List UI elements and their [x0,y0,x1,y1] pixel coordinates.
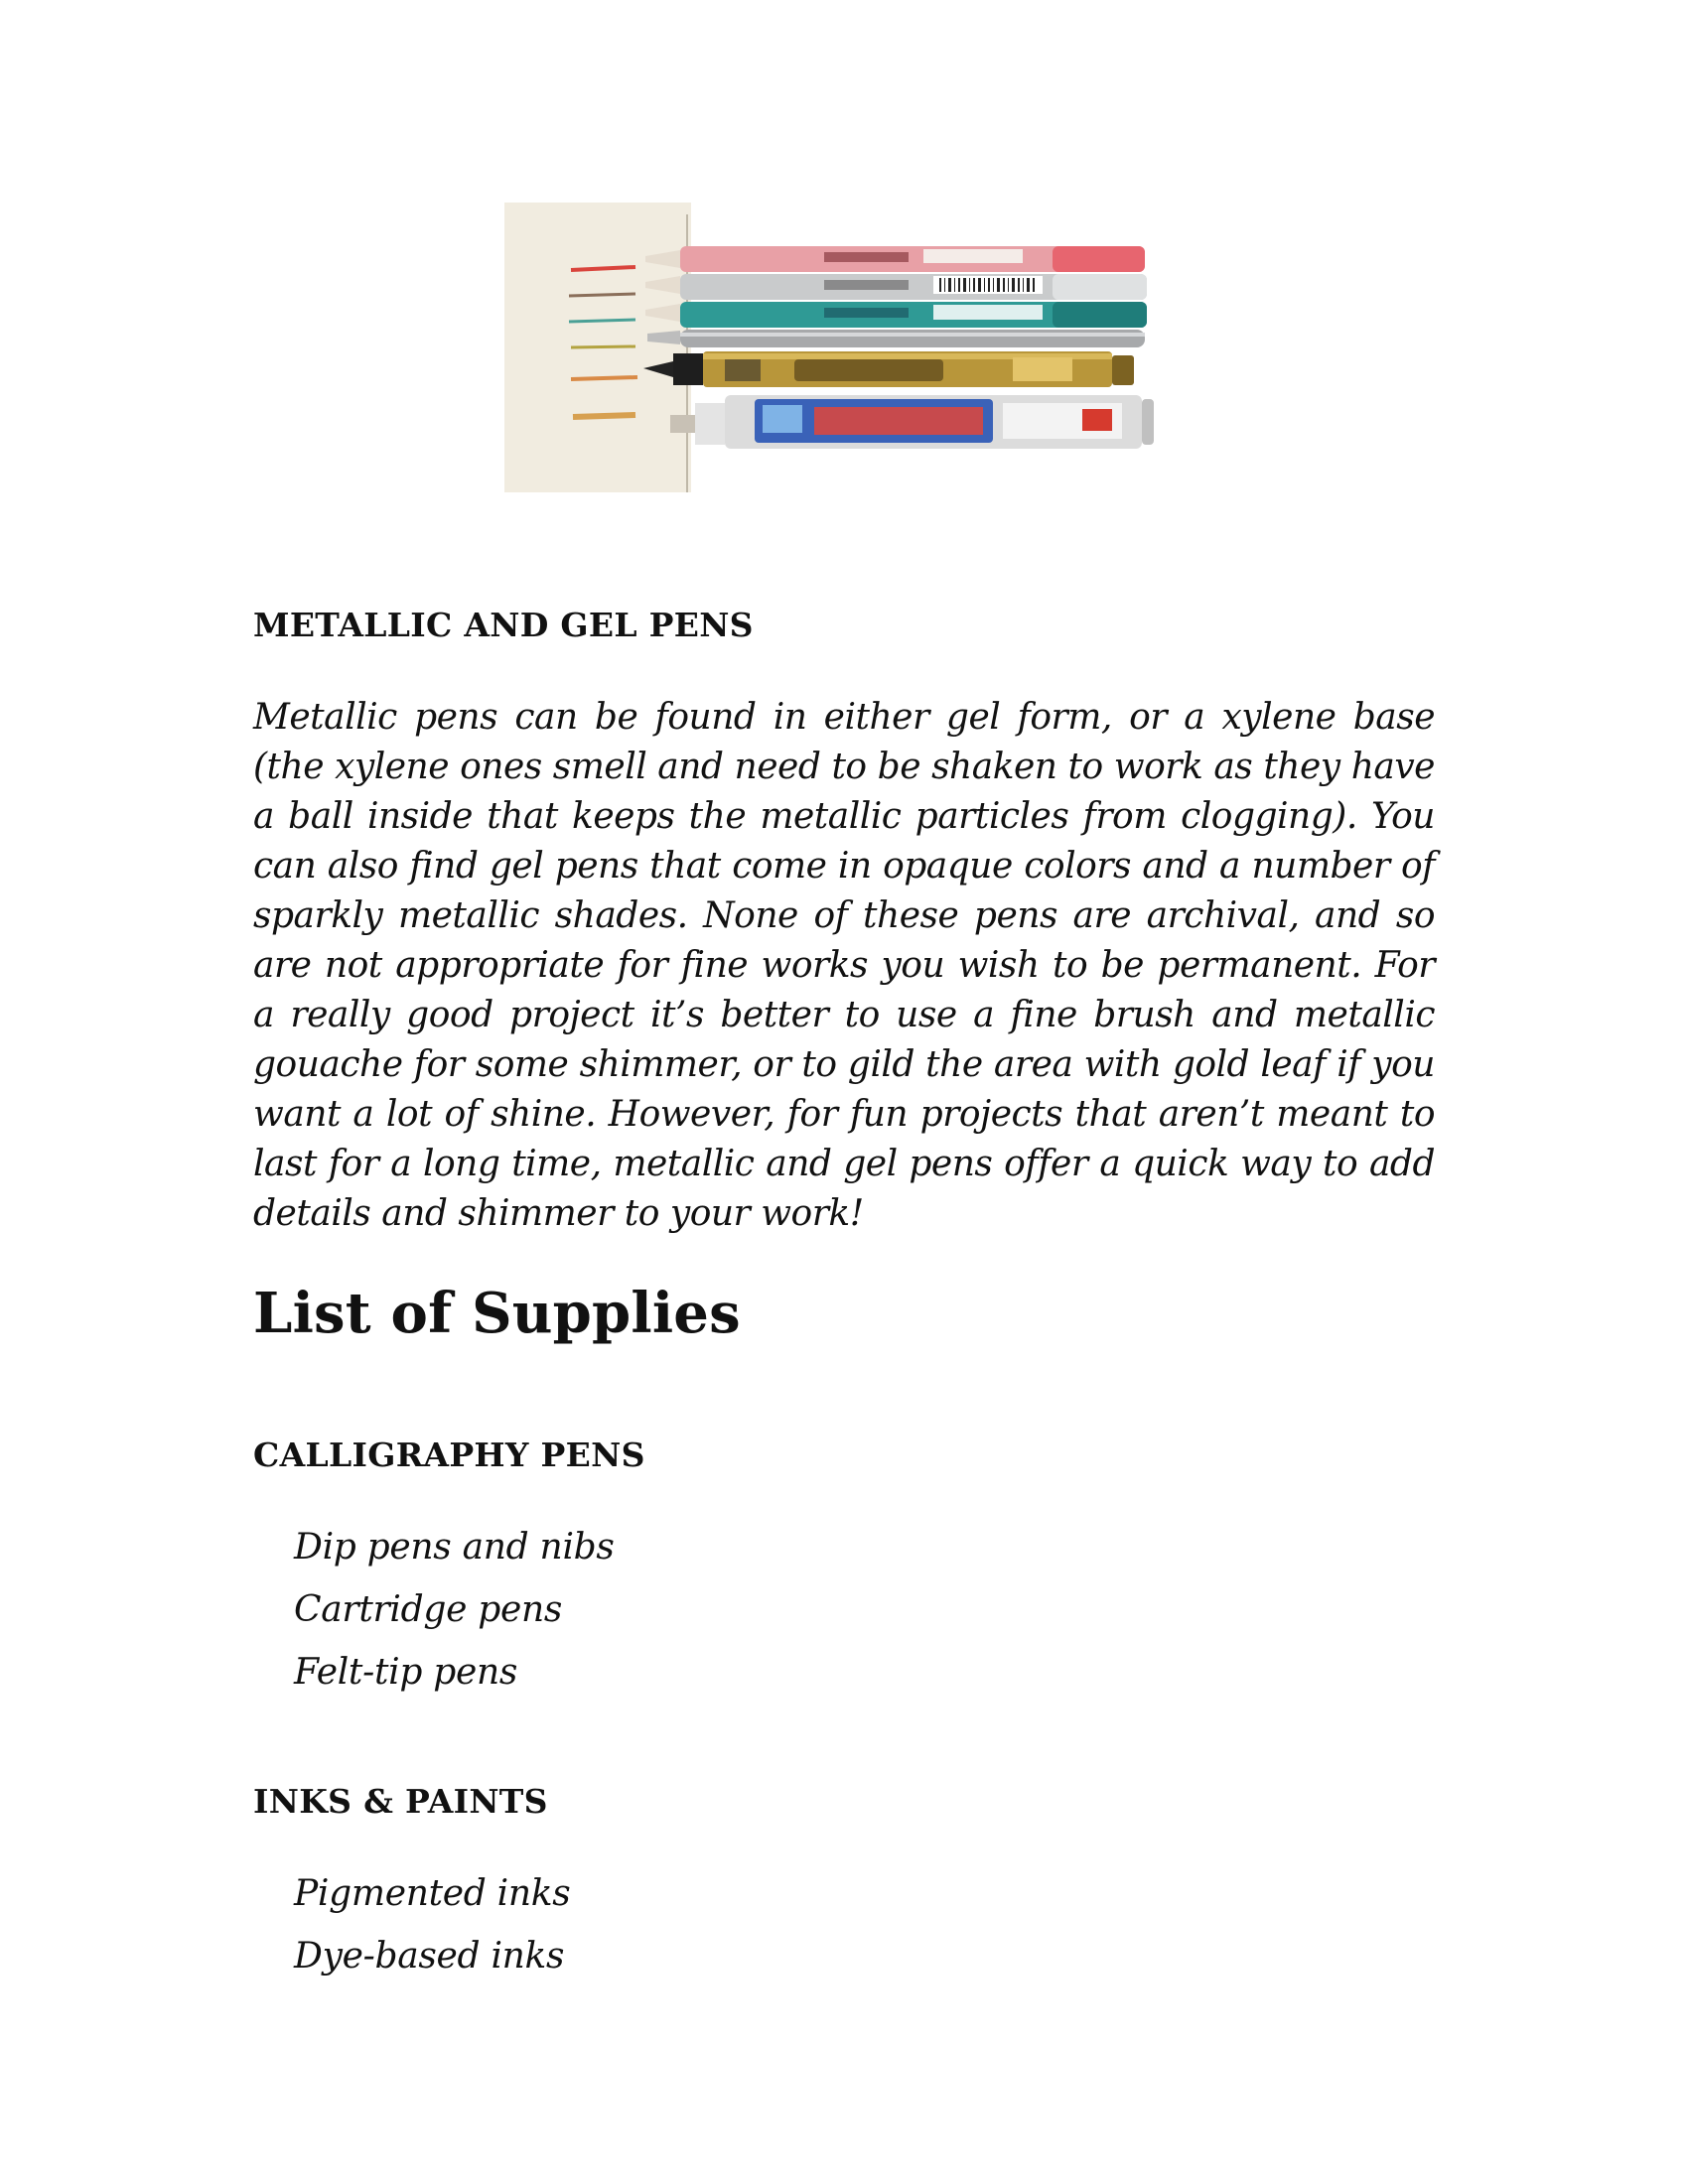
swatch-orange [571,377,637,379]
swatch-gold [573,415,635,417]
list-item: Pigmented inks [294,1873,571,1914]
pens-photo [496,195,1182,502]
list-item: Cartridge pens [294,1589,563,1630]
inks-paints-list [294,1862,570,1987]
swatch-teal [569,320,635,322]
calligraphy-pens-list [294,1516,615,1704]
metallic-gel-pens-paragraph: Metallic pens can be found in either gel form, or a xylene base (the xylene ones smell and need to be shaken to work as they have a ball inside that keeps the metallic particles from clogging). You can also find gel pens that come in opaque colors and a number of sparkly metallic shades. None of these pens are archival, and so are not appropriate for fine works you wish to be permanent. For a really good project it’s better to use a fine brush and metallic gouache for some shimmer, or to gild the area with gold leaf if you want a lot of shine. However, for fun projects that aren’t meant to last for a long time, metallic and gel pens offer a quick way to add details and shimmer to your work! [253,697,1435,1234]
list-item: Dye-based inks [294,1936,565,1977]
list-item: Dip pens and nibs [294,1527,615,1568]
pink-gel-pen [645,246,1145,272]
silver-gel-pen [645,274,1147,300]
gold-calligraphy-pen [643,351,1134,387]
inks-paints-heading: INKS & PAINTS [253,1782,548,1821]
calligraphy-pens-heading: CALLIGRAPHY PENS [253,1435,645,1474]
list-of-supplies-title: List of Supplies [253,1281,741,1346]
teal-gel-pen [645,302,1147,328]
silver-marker-pen [647,330,1145,347]
painters-paint-pen [670,395,1154,449]
metallic-gel-pens-heading: METALLIC AND GEL PENS [253,606,754,644]
swatch-olive [571,346,635,347]
swatch-brown [569,294,635,296]
list-item: Felt-tip pens [294,1652,518,1693]
